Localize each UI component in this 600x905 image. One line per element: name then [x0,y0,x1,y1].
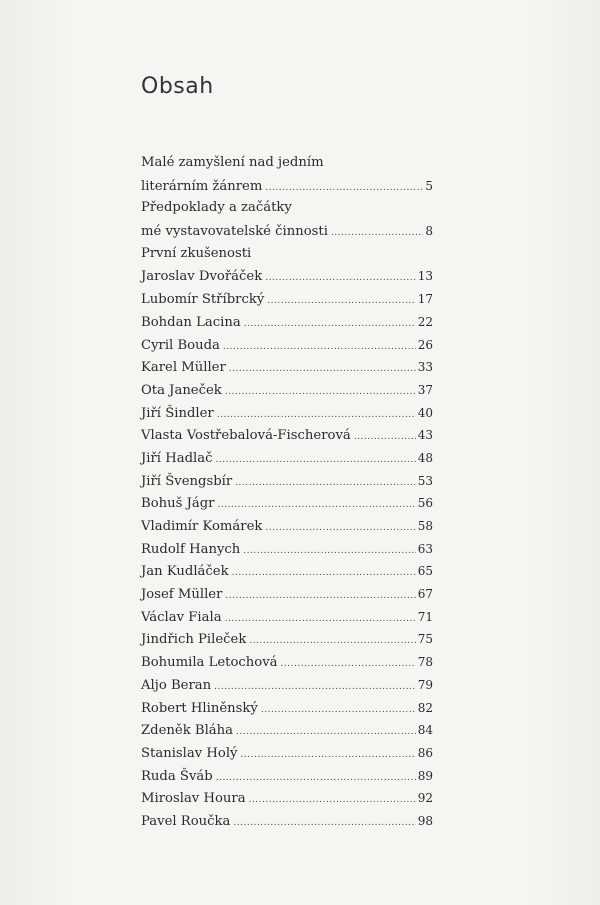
dot-leader [229,358,416,381]
toc-entry [141,628,433,651]
toc-heading: Obsah [141,74,214,99]
dot-leader [265,517,415,540]
toc-entry [141,810,433,833]
toc-entry [141,560,433,583]
dot-leader [265,267,416,290]
toc-entry-title: Robert Hliněnský [141,700,258,716]
toc-entry-title: Jindřich Pileček [141,632,247,648]
toc-entry-title: Jiří Švengsbír [141,473,233,489]
toc-entry-title: Jaroslav Dvořáček [141,269,263,285]
toc-entry-page-number: 65 [417,564,433,579]
toc-entry-title: Josef Müller [141,587,223,603]
toc-entry-title: Jiří Hadlač [141,450,213,466]
toc-entry-page-number: 26 [417,337,433,352]
toc-entry-title: Miroslav Houra [141,791,246,807]
dot-leader [223,336,416,359]
toc-entry-title: Zdeněk Bláha [141,723,234,739]
toc-entry [141,424,433,447]
toc-entry-title: Bohumila Letochová [141,655,278,671]
toc-entry-title: Jiří Šindler [141,405,214,421]
toc-entry-title: Bohdan Lacina [141,314,241,330]
toc-entry-title: První zkušenosti [141,245,252,261]
toc-entry-title: Ruda Šváb [141,768,213,784]
toc-entry-title: Stanislav Holý [141,745,238,761]
toc-entry-page-number: 89 [417,768,433,783]
dot-leader [241,744,416,767]
toc-entry [141,197,433,220]
toc-entry-page-number: 8 [425,224,433,239]
dot-leader [354,426,416,449]
toc-entry [141,492,433,515]
toc-entry-page-number: 79 [417,677,433,692]
toc-entry-page-number: 92 [417,791,433,806]
toc-entry [141,288,433,311]
toc-entry-title: Předpoklady a začátky [141,200,292,216]
dot-leader [235,472,416,495]
toc-entry-page-number: 40 [417,405,433,420]
toc-entry [141,719,433,742]
toc-entry-page-number: 82 [417,700,433,715]
dot-leader [331,222,423,245]
toc-entry [141,470,433,493]
dot-leader [216,767,416,790]
toc-entry-title: literárním žánrem [141,178,263,194]
toc-entry-page-number: 67 [417,587,433,602]
dot-leader [236,721,416,744]
toc-entry [141,606,433,629]
toc-entry [141,538,433,561]
toc-entry-title: Ota Janeček [141,382,222,398]
toc-entry [141,742,433,765]
dot-leader [267,290,415,313]
toc-entry-title: Aljo Beran [141,677,212,693]
toc-entry-page-number: 5 [425,178,433,193]
toc-entry [141,787,433,810]
dot-leader [265,177,423,200]
toc-entry [141,265,433,288]
dot-leader [233,812,415,835]
toc-entry-page-number: 22 [417,314,433,329]
toc-entry-page-number: 56 [417,496,433,511]
toc-entry-page-number: 58 [417,519,433,533]
dot-leader [281,653,416,676]
toc-entry-page-number: 17 [417,292,433,307]
dot-leader [217,494,415,517]
toc-entry-page-number: 37 [417,382,433,397]
toc-entry [141,220,433,243]
toc-entry [141,402,433,425]
toc-entry [141,243,433,266]
toc-entry-page-number: 13 [417,269,433,284]
toc-entry-title: Pavel Roučka [141,813,231,829]
toc-entry-page-number: 86 [417,745,433,760]
dot-leader [217,404,416,427]
dot-leader [214,676,416,699]
toc-entry [141,697,433,720]
dot-leader [232,562,416,585]
toc-entry [141,334,433,357]
toc-entry-title: Karel Müller [141,360,226,376]
toc-entry [141,379,433,402]
toc-entry-title: Cyril Bouda [141,337,220,353]
toc-entry-page-number: 84 [417,723,433,738]
toc-entry-page-number: 43 [417,428,433,443]
dot-leader [225,608,416,631]
dot-leader [249,789,416,812]
toc-entry-title: Bohuš Jágr [141,496,215,512]
toc-entry [141,515,433,538]
toc-entry-title: Vladimír Komárek [141,519,263,534]
dot-leader [249,630,415,653]
toc-entry-title: Malé zamyšlení nad jedním [141,155,324,170]
toc-entry-page-number: 71 [417,609,433,624]
toc-entry-title: Lubomír Stříbrcký [141,292,265,308]
toc-entry [141,674,433,697]
toc-entry-page-number: 98 [417,813,433,828]
toc-entry-title: Rudolf Hanych [141,541,241,557]
toc-entry-page-number: 33 [417,360,433,375]
dot-leader [225,381,416,404]
toc-entry [141,356,433,379]
toc-entry-page-number: 78 [417,655,433,670]
toc-entry [141,447,433,470]
toc-entry-title: Vlasta Vostřebalová-Fischerová [141,428,351,444]
toc-entry [141,311,433,334]
toc-entry-page-number: 63 [417,541,433,556]
toc-entry-page-number: 53 [417,473,433,488]
toc-entry-title: Václav Fiala [141,609,222,625]
toc-entry [141,583,433,606]
toc-entry-page-number: 48 [417,450,433,465]
toc-entry [141,765,433,788]
dot-leader [225,585,415,608]
toc-entry [141,152,433,175]
toc-entry-title: Jan Kudláček [141,564,229,580]
dot-leader [243,540,415,563]
toc-entry [141,651,433,674]
toc-entry-title: mé vystavovatelské činnosti [141,224,328,240]
toc-entry-page-number: 75 [417,632,433,647]
dot-leader [261,699,416,722]
dot-leader [244,313,416,336]
toc-entry [141,175,433,198]
dot-leader [216,449,416,472]
table-of-contents [141,152,433,833]
